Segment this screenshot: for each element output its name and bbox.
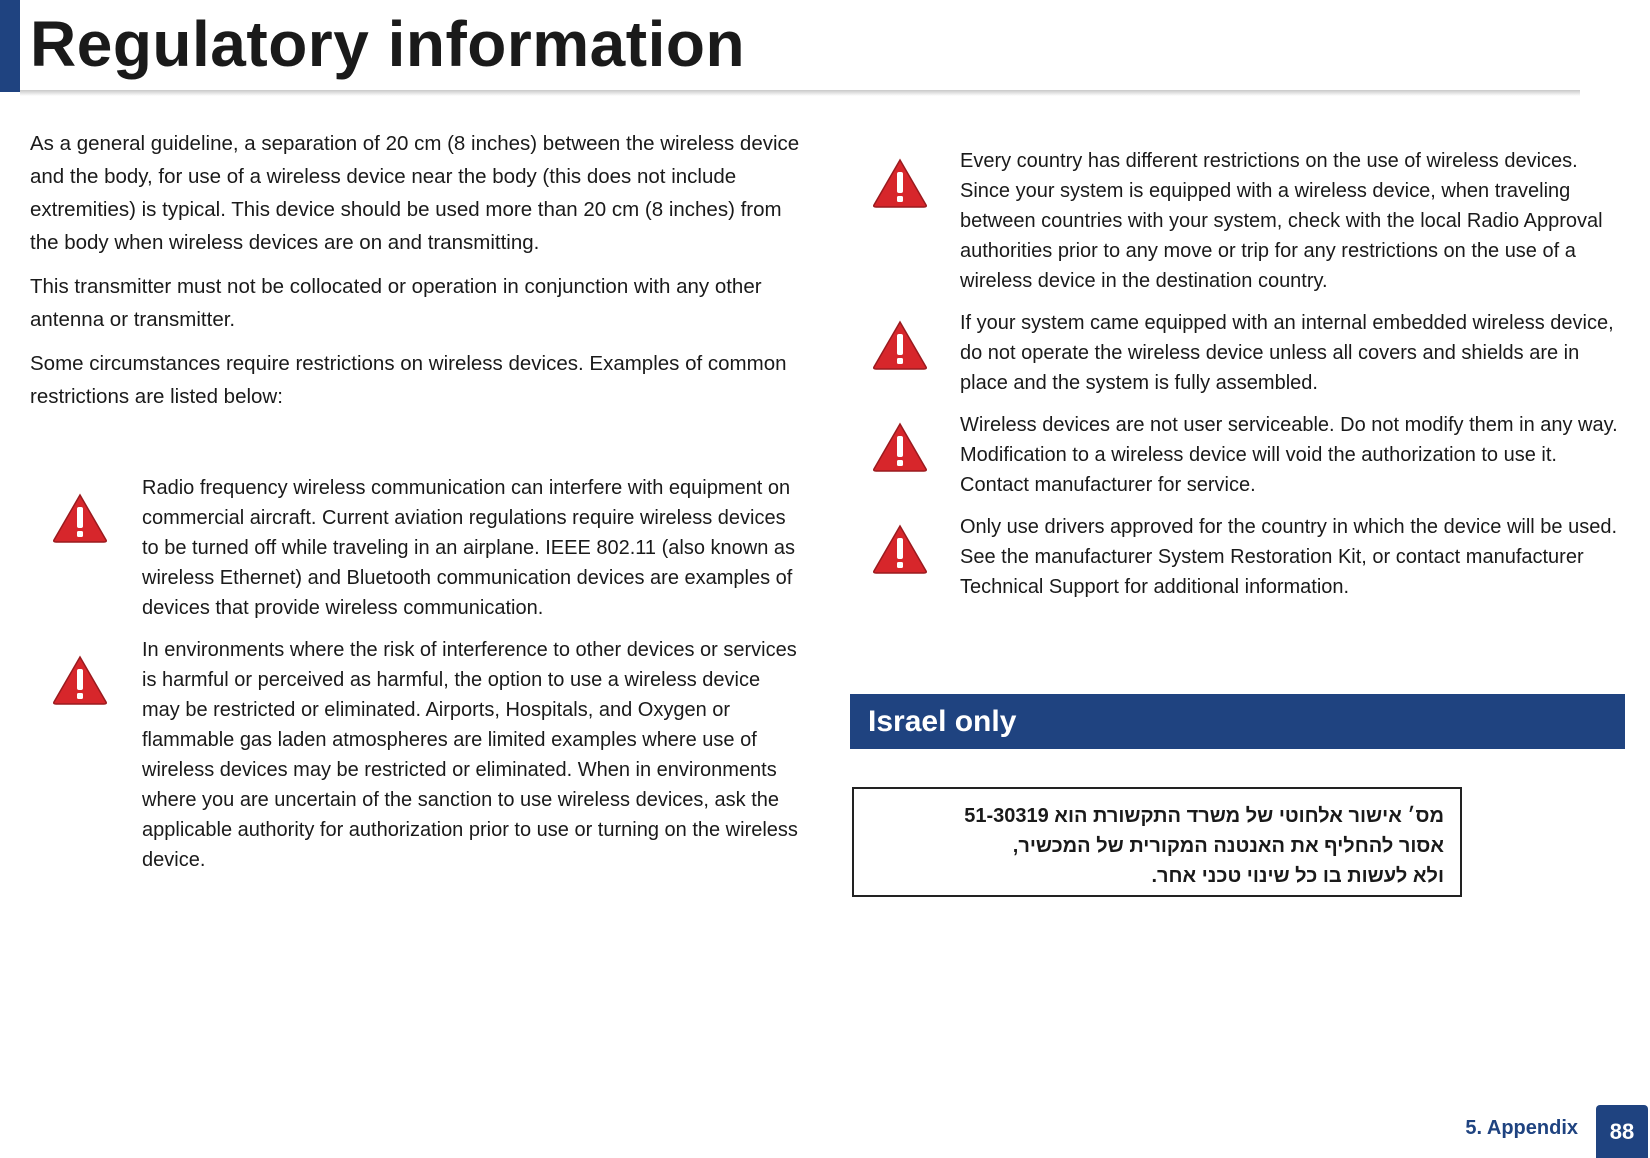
hebrew-line: אסור להחליף את האנטנה המקורית של המכשיר, bbox=[1012, 835, 1444, 857]
warning-item bbox=[30, 635, 800, 875]
israel-section-header bbox=[850, 694, 1625, 749]
warning-text-aircraft: Radio frequency wireless communication can interfere with equipment on commercial aircraft. Current aviation regulations require wireless devices to be turned off while traveling in an airplane. IEEE 802.11 (also known as wireless Ethernet) and Bluetooth communication devices are examples of devices that provide wireless communication. bbox=[142, 477, 795, 619]
warning-triangle-icon bbox=[872, 524, 928, 574]
warning-triangle-icon bbox=[872, 422, 928, 472]
warning-text-country-restrictions: Every country has different restrictions on the use of wireless devices. Since your system is equipped with a wireless device, when traveling between countries with your system, check with the local Radio Approval authorities prior to any move or trip for any restrictions on the use of a wireless device in the destination country. bbox=[960, 150, 1603, 292]
left-warnings bbox=[30, 473, 800, 887]
warning-triangle-icon bbox=[872, 158, 928, 208]
warning-text-embedded-device: If your system came equipped with an internal embedded wireless device, do not operate the wireless device unless all covers and shields are in place and the system is fully assembled. bbox=[960, 312, 1614, 394]
israel-approval-notice bbox=[852, 787, 1462, 897]
paragraph-collocation: This transmitter must not be collocated or operation in conjunction with any other antenna or transmitter. bbox=[30, 275, 762, 331]
footer-section-label: 5. Appendix bbox=[1465, 1117, 1578, 1139]
warning-triangle-icon bbox=[872, 320, 928, 370]
paragraph-restrictions-intro: Some circumstances require restrictions on wireless devices. Examples of common restrictions are listed below: bbox=[30, 352, 787, 408]
page-number-badge: 88 bbox=[1596, 1105, 1648, 1158]
section-title: Israel only bbox=[868, 705, 1017, 738]
warning-item bbox=[862, 308, 1622, 398]
title-accent-bar bbox=[0, 0, 20, 92]
warning-item bbox=[862, 512, 1622, 602]
warning-item bbox=[862, 410, 1622, 500]
warning-triangle-icon bbox=[52, 493, 108, 543]
warning-text-not-serviceable: Wireless devices are not user serviceable. Do not modify them in any way. Modification to a wireless device will void the authorization to use it. Contact manufacturer for service. bbox=[960, 414, 1618, 496]
warning-text-environments: In environments where the risk of interference to other devices or services is harmful or perceived as harmful, the option to use a wireless device may be restricted or eliminated. Airports, Hospitals, and Oxygen or flammable gas laden atmospheres are limited examples where use of wireless devices may be restricted or eliminated. When in environments where you are uncertain of the sanction to use wireless devices, ask the applicable authority for authorization prior to use or turning on the wireless device. bbox=[142, 639, 798, 871]
warning-item bbox=[862, 146, 1622, 296]
warning-item bbox=[30, 473, 800, 623]
hebrew-line: מס׳ אישור אלחוטי של משרד התקשורת הוא 51-30319 bbox=[964, 805, 1444, 827]
title-underline bbox=[20, 90, 1580, 96]
paragraph-separation-guideline: As a general guideline, a separation of 20 cm (8 inches) between the wireless device and the body, for use of a wireless device near the body (this does not include extremities) is typical. This device should be used more than 20 cm (8 inches) from the body when wireless devices are on and transmitting. bbox=[30, 132, 800, 254]
hebrew-line: ולא לעשות בו כל שינוי טכני אחר. bbox=[1151, 865, 1444, 887]
right-warnings bbox=[862, 146, 1622, 614]
warning-text-drivers: Only use drivers approved for the country in which the device will be used. See the manufacturer System Restoration Kit, or contact manufacturer Technical Support for additional information. bbox=[960, 516, 1618, 598]
page-title: Regulatory information bbox=[30, 8, 746, 80]
warning-triangle-icon bbox=[52, 655, 108, 705]
left-column-intro bbox=[30, 127, 800, 424]
